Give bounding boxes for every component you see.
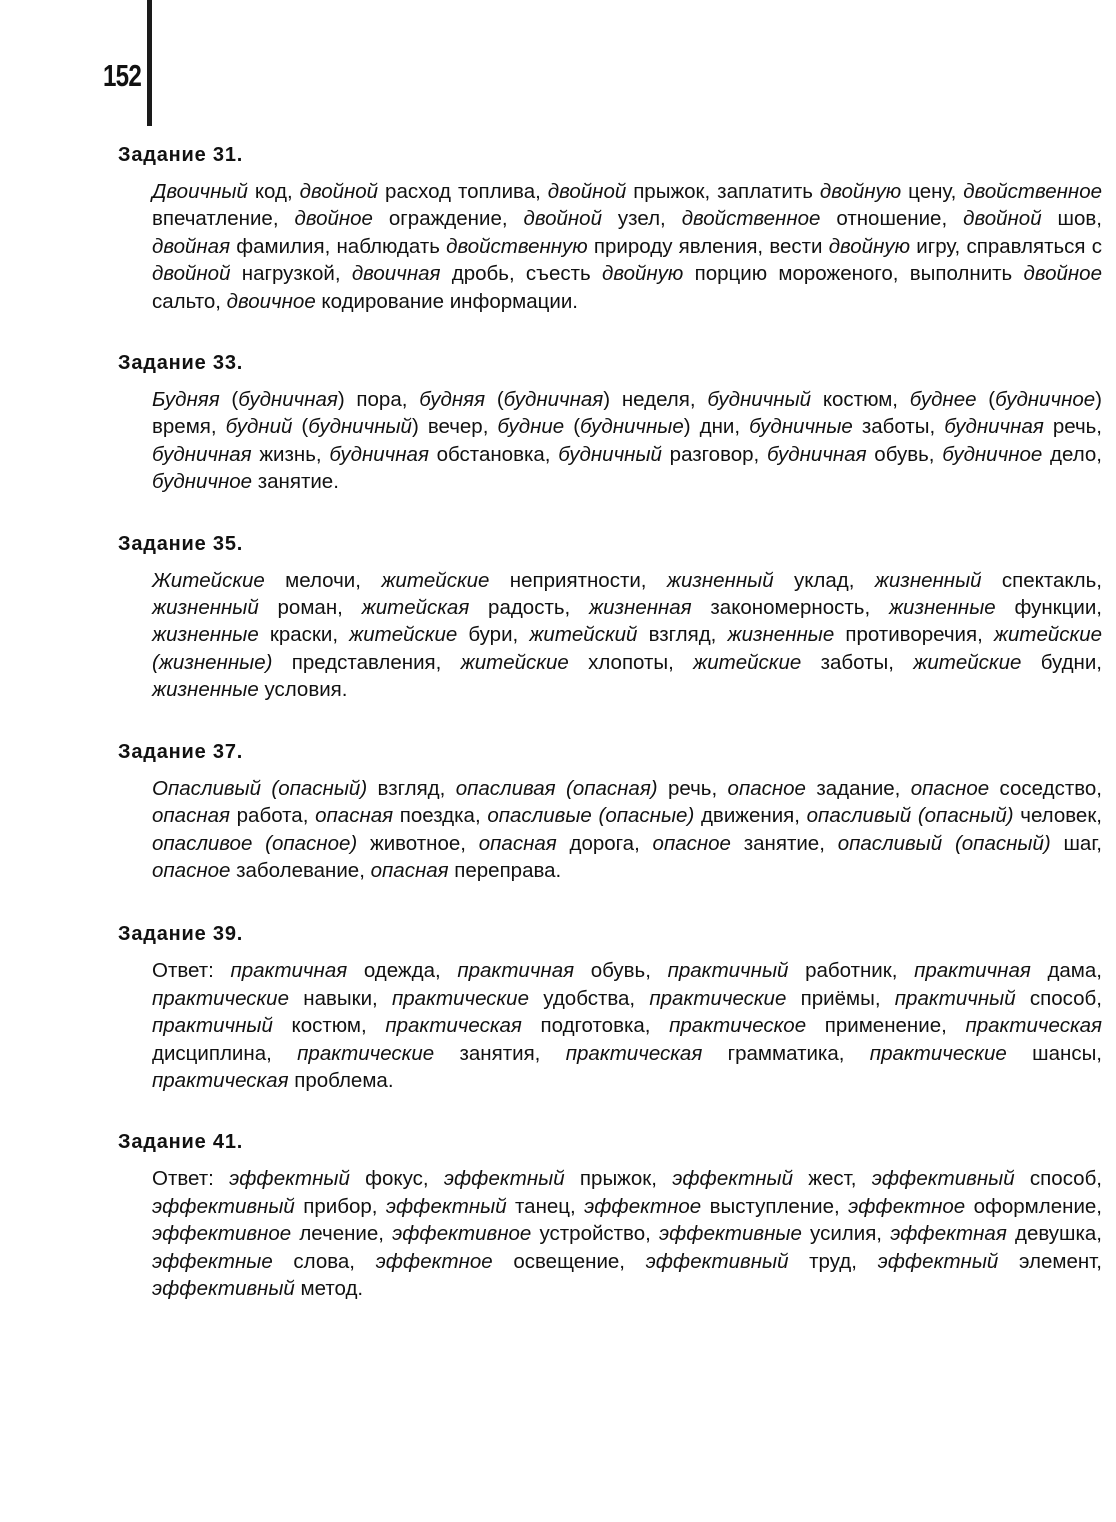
italic-term: жизненные — [727, 623, 835, 647]
italic-term: двойная — [152, 234, 231, 258]
italic-term: практическая — [385, 1014, 522, 1038]
italic-term: опасное — [152, 858, 231, 882]
text-run: труд, — [788, 1249, 878, 1273]
text-run: задание, — [805, 776, 911, 800]
text-run: движения, — [694, 804, 807, 828]
italic-term: будний — [225, 415, 293, 439]
text-run: ( — [564, 415, 581, 439]
italic-term: житейские — [460, 650, 569, 674]
text-run: игру, справляться с — [910, 234, 1102, 258]
text-run: ) дни, — [683, 415, 750, 439]
text-run: фамилия, наблюдать — [230, 234, 447, 258]
page-number: 152 — [103, 58, 142, 93]
italic-term: практичный — [152, 1014, 273, 1038]
task-title: Задание 41. — [118, 1131, 244, 1154]
italic-term: будняя — [419, 388, 486, 412]
text-run: речь, — [1043, 415, 1103, 439]
text-run: противоречия, — [834, 623, 994, 647]
italic-term: эффектное — [848, 1194, 966, 1218]
text-run: занятие. — [252, 470, 339, 494]
italic-term: будничные — [580, 415, 684, 439]
italic-term: Двоичный — [152, 180, 248, 203]
italic-term: практичная — [914, 959, 1031, 983]
text-run: ) вечер, — [411, 415, 498, 439]
italic-term: жизненные — [888, 596, 996, 620]
italic-term: эффектный — [385, 1194, 507, 1218]
italic-term: будничный — [308, 415, 412, 439]
task-answer-text — [152, 1165, 1102, 1302]
italic-term: практическая — [565, 1041, 703, 1065]
text-run: мелочи, — [264, 568, 382, 592]
italic-term: Житейские — [152, 568, 265, 592]
task-answer-text — [152, 178, 1102, 315]
text-run: прыжок, заплатить — [626, 180, 820, 203]
task-answer-text — [152, 386, 1102, 496]
task-title: Задание 39. — [118, 923, 244, 946]
task-33 — [118, 350, 1102, 496]
italic-term: практические — [869, 1041, 1007, 1065]
italic-term: эффективный — [152, 1194, 295, 1218]
italic-term: двойной — [547, 180, 627, 203]
text-run: выступление, — [701, 1194, 849, 1218]
text-run: ) время, — [152, 388, 1102, 439]
text-run: уклад, — [773, 568, 875, 592]
italic-term: жизненный — [152, 596, 259, 620]
text-run: краски, — [258, 623, 350, 647]
italic-term: практическая — [965, 1014, 1102, 1038]
task-title: Задание 33. — [118, 352, 244, 375]
italic-term: практические — [152, 986, 289, 1010]
italic-term: практичная — [457, 959, 575, 983]
italic-term: двоичная — [351, 262, 441, 286]
text-run: взгляд, — [367, 776, 456, 800]
task-title: Задание 31. — [118, 144, 244, 166]
text-run: функции, — [995, 596, 1102, 620]
text-run: навыки, — [288, 986, 392, 1010]
italic-term: опасное — [652, 831, 731, 855]
italic-term: двойной — [152, 262, 231, 286]
text-run: применение, — [806, 1014, 966, 1038]
text-run: ) пора, — [337, 388, 420, 412]
italic-term: двоичное — [226, 289, 316, 313]
italic-term: эффективный — [152, 1276, 295, 1300]
text-run: метод. — [294, 1276, 364, 1300]
text-run: будни, — [1021, 650, 1102, 674]
text-run: переправа. — [448, 858, 562, 882]
italic-term: практические — [297, 1041, 435, 1065]
italic-term: двойную — [602, 262, 684, 286]
text-run: узел, — [601, 207, 682, 231]
text-run: спектакль, — [981, 568, 1102, 592]
text-run: цену, — [901, 180, 964, 203]
text-run: ( — [485, 388, 504, 412]
italic-term: опасная — [152, 804, 230, 828]
italic-term: жизненная — [589, 596, 692, 620]
text-run: соседство, — [989, 776, 1102, 800]
italic-term: опасливое (опасное) — [152, 831, 358, 855]
italic-term: будничный — [558, 442, 662, 466]
italic-term: жизненный — [874, 568, 982, 592]
text-run: шов, — [1041, 207, 1102, 231]
italic-term: двойное — [1023, 262, 1102, 286]
italic-term: двойное — [294, 207, 373, 231]
italic-term: эффективные — [659, 1222, 802, 1246]
text-run: ) неделя, — [603, 388, 708, 412]
text-run: разговор, — [661, 442, 767, 466]
text-run: проблема. — [288, 1068, 394, 1092]
text-run: дорога, — [556, 831, 653, 855]
page-margin-rule — [147, 0, 152, 126]
italic-term: двойной — [523, 207, 602, 231]
italic-term: двойную — [819, 180, 902, 203]
text-run: оформление, — [965, 1194, 1102, 1218]
italic-term: опасливый (опасный) — [806, 804, 1014, 828]
text-run: элемент, — [998, 1249, 1102, 1273]
italic-term: будничные — [749, 415, 853, 439]
italic-term: эффектный — [672, 1167, 793, 1191]
italic-term: практическое — [669, 1014, 807, 1038]
task-39 — [118, 921, 1102, 1094]
text-run: одежда, — [347, 959, 458, 983]
italic-term: опасливая (опасная) — [455, 776, 658, 800]
italic-term: Будняя — [152, 388, 220, 412]
italic-term: будничная — [766, 442, 867, 466]
text-run: занятия, — [434, 1041, 566, 1065]
text-run: слова, — [272, 1249, 376, 1273]
task-title: Задание 37. — [118, 740, 244, 763]
text-run: работник, — [788, 959, 915, 983]
italic-term: опасное — [727, 776, 806, 800]
italic-term: будничная — [503, 388, 604, 412]
italic-term: эффективное — [392, 1222, 532, 1246]
text-run: животное, — [357, 831, 479, 855]
text-run: ( — [219, 388, 239, 412]
italic-term: опасливые (опасные) — [487, 804, 695, 828]
text-run: занятие, — [730, 831, 838, 855]
text-run: усилия, — [801, 1222, 891, 1246]
text-run: роман, — [258, 596, 362, 620]
italic-term: житейские — [693, 650, 802, 674]
text-run: речь, — [657, 776, 728, 800]
text-run: прибор, — [294, 1194, 386, 1218]
italic-term: опасная — [315, 804, 394, 828]
task-answer-text — [152, 775, 1102, 885]
text-run: человек, — [1013, 804, 1103, 828]
italic-term: жизненный — [666, 568, 774, 592]
italic-term: опасное — [910, 776, 990, 800]
italic-term: эффектный — [443, 1167, 565, 1191]
text-run: поездка, — [393, 804, 488, 828]
text-run: хлопоты, — [568, 650, 694, 674]
italic-term: будничное — [995, 388, 1096, 412]
page-content — [118, 142, 1102, 1302]
text-run: заболевание, — [230, 858, 371, 882]
text-run: жизнь, — [251, 442, 330, 466]
italic-term: житейские — [381, 568, 490, 592]
text-run: приёмы, — [786, 986, 895, 1010]
text-run: подготовка, — [521, 1014, 670, 1038]
text-run: шаг, — [1050, 831, 1102, 855]
italic-term: эффективный — [871, 1167, 1015, 1191]
text-run: порцию мороженого, выполнить — [683, 262, 1024, 286]
text-run: грамматика, — [702, 1041, 870, 1065]
italic-term: жизненные — [152, 623, 259, 647]
text-run: условия. — [258, 678, 348, 702]
task-31 — [118, 142, 1102, 315]
text-run: дело, — [1042, 442, 1102, 466]
text-run: отношение, — [820, 207, 964, 231]
text-run: дама, — [1030, 959, 1103, 983]
text-run: природу явления, вести — [587, 234, 829, 258]
italic-term: опасная — [478, 831, 557, 855]
italic-term: эффектные — [152, 1249, 273, 1273]
text-run: сальто, — [152, 289, 227, 313]
text-run: Ответ: — [152, 1167, 230, 1191]
italic-term: практическая — [152, 1068, 289, 1092]
text-run: фокус, — [349, 1167, 444, 1191]
italic-term: будничное — [942, 442, 1043, 466]
task-35 — [118, 531, 1102, 704]
text-run: ( — [292, 415, 309, 439]
italic-term: будние — [497, 415, 565, 439]
text-run: заботы, — [801, 650, 914, 674]
text-run: удобства, — [528, 986, 650, 1010]
italic-term: Опасливый (опасный) — [152, 776, 368, 800]
italic-term: практичная — [230, 959, 348, 983]
italic-term: эффектное — [584, 1194, 702, 1218]
text-run: костюм, — [272, 1014, 386, 1038]
italic-term: будничное — [152, 470, 253, 494]
italic-term: буднее — [909, 388, 977, 412]
italic-term: эффектный — [229, 1167, 350, 1191]
text-run: бури, — [457, 623, 530, 647]
italic-term: будничный — [707, 388, 812, 412]
task-41 — [118, 1129, 1102, 1302]
text-run: шансы, — [1006, 1041, 1102, 1065]
italic-term: опасливый (опасный) — [837, 831, 1051, 855]
text-run: взгляд, — [637, 623, 728, 647]
italic-term: практичный — [894, 986, 1016, 1010]
italic-term: эффектный — [877, 1249, 999, 1273]
italic-term: будничная — [944, 415, 1044, 439]
task-37 — [118, 739, 1102, 885]
italic-term: житейские — [349, 623, 458, 647]
italic-term: эффектное — [375, 1249, 493, 1273]
text-run: нагрузкой, — [230, 262, 352, 286]
text-run: код, — [247, 180, 300, 203]
italic-term: жизненные — [152, 678, 259, 702]
italic-term: двойную — [828, 234, 911, 258]
text-run: устройство, — [531, 1222, 660, 1246]
italic-term: житейская — [361, 596, 470, 620]
text-run: обстановка, — [428, 442, 559, 466]
task-answer-text — [152, 567, 1102, 704]
italic-term: житейский — [529, 623, 638, 647]
text-run: радость, — [469, 596, 589, 620]
italic-term: двойственное — [681, 207, 821, 231]
italic-term: эффективное — [152, 1222, 292, 1246]
text-run: дробь, съесть — [440, 262, 603, 286]
text-run: танец, — [506, 1194, 585, 1218]
italic-term: практические — [392, 986, 529, 1010]
italic-term: практические — [649, 986, 787, 1010]
text-run: впечатление, — [152, 207, 295, 231]
italic-term: эффектная — [890, 1222, 1007, 1246]
text-run: жест, — [792, 1167, 872, 1191]
task-title: Задание 35. — [118, 532, 244, 555]
text-run: неприятности, — [489, 568, 667, 592]
text-run: заботы, — [852, 415, 945, 439]
text-run: способ, — [1014, 1167, 1103, 1191]
italic-term: будничная — [152, 442, 252, 466]
italic-term: двойственное — [963, 180, 1102, 203]
italic-term: двойной — [299, 180, 379, 203]
task-answer-text — [152, 957, 1102, 1094]
italic-term: двойной — [963, 207, 1042, 231]
text-run: расход топлива, — [378, 180, 548, 203]
text-run: дисциплина, — [152, 1041, 298, 1065]
text-run: ( — [976, 388, 996, 412]
text-run: представления, — [272, 650, 461, 674]
text-run: закономерность, — [691, 596, 889, 620]
text-run: освещение, — [492, 1249, 646, 1273]
italic-term: будничная — [238, 388, 338, 412]
text-run: девушка, — [1006, 1222, 1102, 1246]
text-run: лечение, — [291, 1222, 393, 1246]
text-run: обувь, — [574, 959, 668, 983]
italic-term: эффективный — [645, 1249, 789, 1273]
text-run: Ответ: — [152, 959, 231, 983]
text-run: работа, — [229, 804, 316, 828]
italic-term: будничная — [329, 442, 429, 466]
text-run: обувь, — [866, 442, 943, 466]
italic-term: опасная — [370, 858, 449, 882]
italic-term: двойственную — [446, 234, 588, 258]
italic-term: житейские — [913, 650, 1022, 674]
text-run: способ, — [1015, 986, 1102, 1010]
italic-term: житейские (жизненные) — [152, 623, 1102, 674]
text-run: кодирование информации. — [315, 289, 579, 313]
text-run: прыжок, — [564, 1167, 673, 1191]
text-run: костюм, — [811, 388, 910, 412]
italic-term: практичный — [667, 959, 789, 983]
text-run: ограждение, — [372, 207, 524, 231]
